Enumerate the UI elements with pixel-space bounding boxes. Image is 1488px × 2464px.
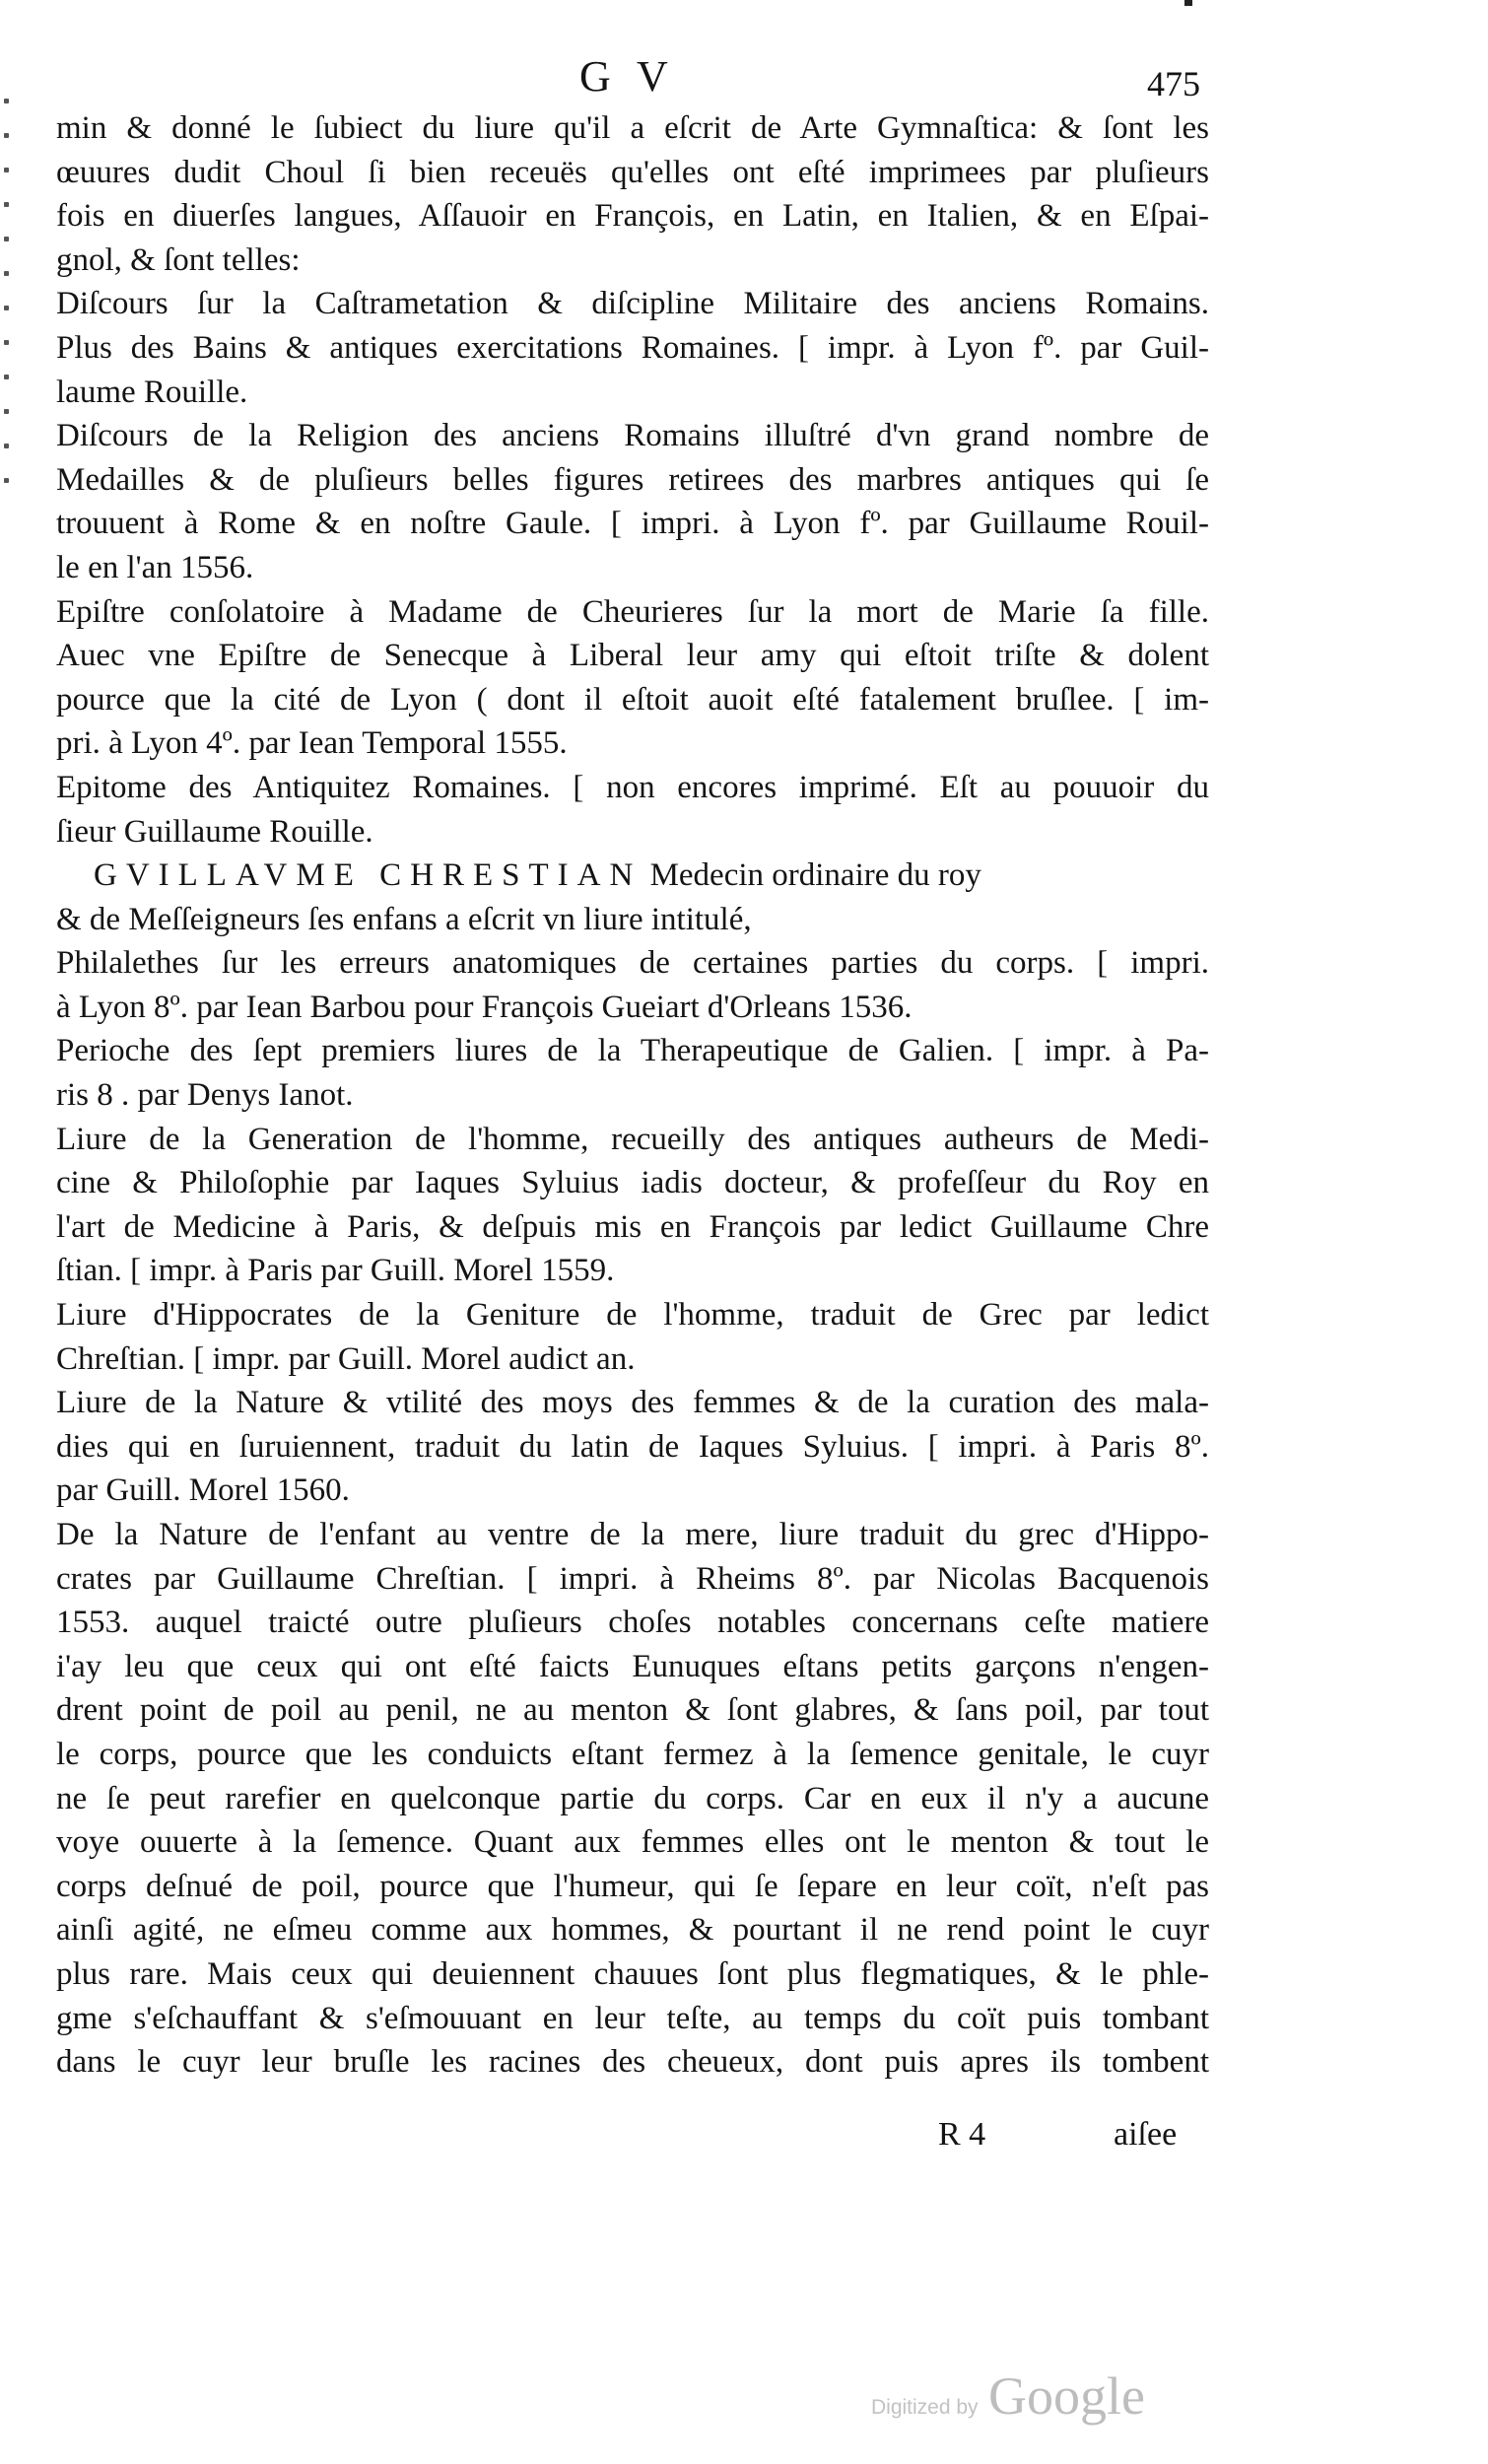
running-title: G V bbox=[579, 52, 676, 101]
google-logo: Google bbox=[988, 2366, 1145, 2426]
digitized-watermark bbox=[871, 2365, 1145, 2427]
entry-name: GVILLAVME CHRESTIAN bbox=[94, 857, 643, 894]
text-line: trouuent à Rome & en noſtre Gaule. [ impri. à Lyon fº. par Guillaume Rouil- bbox=[56, 506, 1209, 542]
text-line: gnol, & ſont telles: bbox=[56, 241, 301, 278]
text-line: Liure de la Generation de l'homme, recueilly des antiques autheurs de Medi- bbox=[56, 1121, 1209, 1157]
text-line: Medailles & de pluſieurs belles figures retirees des marbres antiques qui ſe bbox=[56, 461, 1209, 498]
text-line: le corps, pource que les conduicts eſtant fermez à la ſemence genitale, le cuyr bbox=[56, 1736, 1209, 1772]
text-line: œuures dudit Choul ſi bien receuës qu'elles ont eſté imprimees par pluſieurs bbox=[56, 154, 1209, 190]
text-line: crates par Guillaume Chreſtian. [ impri. à Rheims 8º. par Nicolas Bacquenois bbox=[56, 1560, 1209, 1597]
text-line: le en l'an 1556. bbox=[56, 549, 254, 585]
text-line: Chreſtian. [ impr. par Guill. Morel audict an. bbox=[56, 1340, 636, 1377]
text-line: Philalethes ſur les erreurs anatomiques de certaines parties du corps. [ impri. bbox=[56, 945, 1209, 982]
text-line: Auec vne Epiſtre de Senecque à Liberal leur amy qui eſtoit triſte & dolent bbox=[56, 638, 1209, 674]
text-line: gme s'eſchauffant & s'eſmouuant en leur teſte, au temps du coït puis tombant bbox=[56, 2000, 1209, 2036]
main-text bbox=[56, 106, 1209, 2085]
catchword: aiſee bbox=[1114, 2116, 1178, 2153]
text-line: fois en diuerſes langues, Aſſauoir en François, en Latin, en Italien, & en Eſpai- bbox=[56, 198, 1209, 235]
text-line: i'ay leu que ceux qui ont eſté faicts Eunuques eſtans petits garçons n'engen- bbox=[56, 1648, 1209, 1684]
text-line: laume Rouille. bbox=[56, 374, 248, 410]
page-number: 475 bbox=[1147, 64, 1200, 103]
entry-line-rest: Medecin ordinaire du roy bbox=[642, 857, 981, 894]
text-line: cine & Philoſophie par Iaques Syluius iadis docteur, & profeſſeur du Roy en bbox=[56, 1165, 1209, 1201]
text-line: Epiſtre conſolatoire à Madame de Cheurieres ſur la mort de Marie ſa fille. bbox=[56, 593, 1209, 630]
text-line: & de Meſſeigneurs ſes enfans a eſcrit vn liure intitulé, bbox=[56, 901, 752, 937]
text-line: voye ouuerte à la ſemence. Quant aux femmes elles ont le menton & tout le bbox=[56, 1824, 1209, 1861]
text-line: dies qui en ſuruiennent, traduit du latin de Iaques Syluius. [ impri. à Paris 8º. bbox=[56, 1428, 1209, 1465]
margin-marks bbox=[0, 99, 14, 611]
text-line: ſieur Guillaume Rouille. bbox=[56, 813, 373, 850]
scan-artifact bbox=[1184, 0, 1192, 6]
text-line: Diſcours de la Religion des anciens Romains illuſtré d'vn grand nombre de bbox=[56, 418, 1209, 454]
text-line: Liure de la Nature & vtilité des moys des femmes & de la curation des mala- bbox=[56, 1385, 1209, 1421]
text-line: min & donné le ſubiect du liure qu'il a eſcrit de Arte Gymnaſtica: & ſont les bbox=[56, 110, 1209, 146]
text-line: corps deſnué de poil, pource que l'humeur, qui ſe ſepare en leur coït, n'eſt pas bbox=[56, 1868, 1209, 1904]
entry-heading bbox=[56, 854, 1209, 898]
text-line: pource que la cité de Lyon ( dont il eſtoit auoit eſté fatalement bruſlee. [ im- bbox=[56, 681, 1209, 718]
text-line: Liure d'Hippocrates de la Geniture de l'homme, traduit de Grec par ledict bbox=[56, 1297, 1209, 1334]
text-line: ainſi agité, ne eſmeu comme aux hommes, & pourtant il ne rend point le cuyr bbox=[56, 1912, 1209, 1949]
signature-mark: R 4 bbox=[938, 2116, 986, 2153]
text-line: Plus des Bains & antiques exercitations Romaines. [ impr. à Lyon fº. par Guil- bbox=[56, 329, 1209, 366]
text-line: Diſcours ſur la Caſtrametation & diſcipline Militaire des anciens Romains. bbox=[56, 286, 1209, 322]
text-line: ſtian. [ impr. à Paris par Guill. Morel 1559. bbox=[56, 1253, 615, 1289]
watermark-prefix: Digitized by bbox=[871, 2396, 979, 2419]
text-line: 1553. auquel traicté outre pluſieurs choſes notables concernans ceſte matiere bbox=[56, 1605, 1209, 1641]
text-line: à Lyon 8º. par Iean Barbou pour François Gueiart d'Orleans 1536. bbox=[56, 989, 913, 1025]
text-line: dans le cuyr leur bruſle les racines des cheueux, dont puis apres ils tombent bbox=[56, 2044, 1209, 2081]
text-line: Epitome des Antiquitez Romaines. [ non encores imprimé. Eſt au pouuoir du bbox=[56, 769, 1209, 805]
text-line: pri. à Lyon 4º. par Iean Temporal 1555. bbox=[56, 725, 568, 762]
text-line: Perioche des ſept premiers liures de la Therapeutique de Galien. [ impr. à Pa- bbox=[56, 1033, 1209, 1069]
text-line: ris 8 . par Denys Ianot. bbox=[56, 1077, 354, 1114]
text-line: plus rare. Mais ceux qui deuiennent chauues ſont plus flegmatiques, & le phle- bbox=[56, 1955, 1209, 1992]
text-line: par Guill. Morel 1560. bbox=[56, 1472, 350, 1509]
text-line: ne ſe peut rarefier en quelconque partie du corps. Car en eux il n'y a aucune bbox=[56, 1780, 1209, 1816]
text-line: l'art de Medicine à Paris, & deſpuis mis en François par ledict Guillaume Chre bbox=[56, 1208, 1209, 1245]
text-line: drent point de poil au penil, ne au menton & ſont glabres, & ſans poil, par tout bbox=[56, 1692, 1209, 1729]
text-line: De la Nature de l'enfant au ventre de la mere, liure traduit du grec d'Hippo- bbox=[56, 1517, 1209, 1552]
